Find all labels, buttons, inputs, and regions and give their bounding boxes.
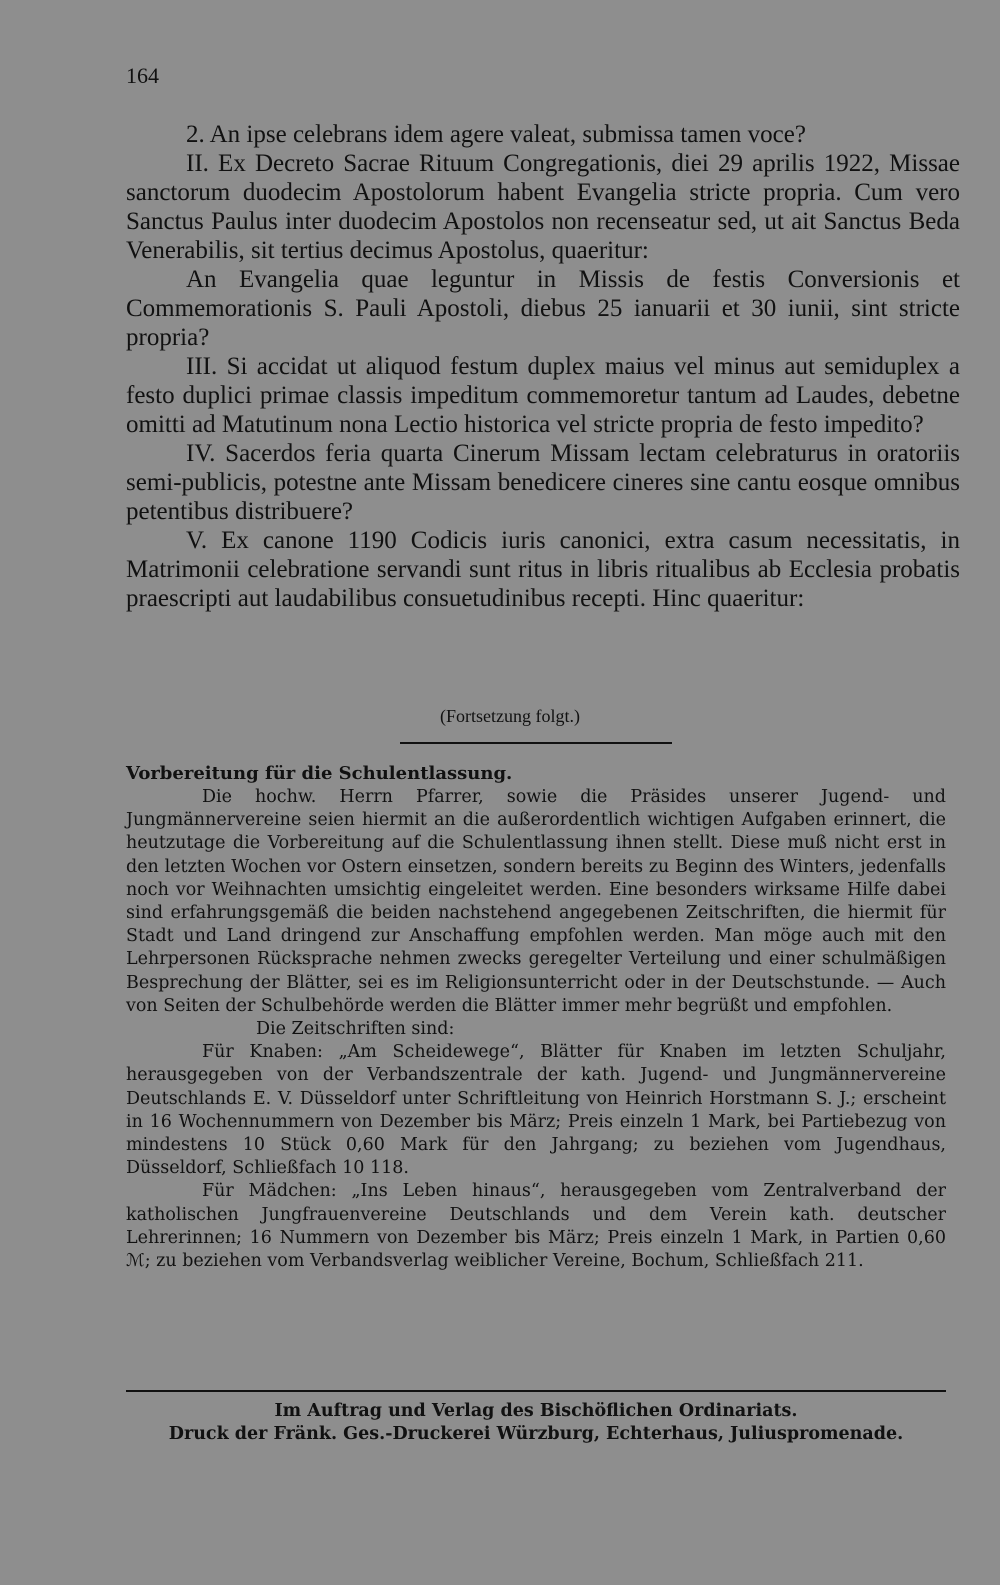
imprint-line: Druck der Fränk. Ges.-Druckerei Würzburg, Echterhaus, Juliuspromenade. [168, 1424, 904, 1444]
imprint-line: Im Auftrag und Verlag des Bischöflichen Ordinariats. [274, 1401, 798, 1421]
latin-paragraph: 2. An ipse celebrans idem agere valeat, submissa tamen voce? [186, 121, 806, 148]
german-article [126, 762, 946, 1273]
continuation-note: (Fortsetzung folgt.) [440, 706, 580, 726]
latin-paragraph: II. Ex Decreto Sacrae Rituum Congregationis, diei 29 aprilis 1922, Missae sanctorum duodecim Apostolorum habent Evangelia stricte propria. Cum vero Sanctus Paulus inter duodecim Apostolos non recenseatur sed, ut ait Sanctus Beda Venerabilis, sit tertius decimus Apostolus, quaeritur: [126, 150, 960, 264]
footer-divider [126, 1390, 946, 1392]
imprint [126, 1400, 946, 1446]
latin-paragraph: III. Si accidat ut aliquod festum duplex maius vel minus aut semiduplex a festo duplici primae classis impeditum commemoretur tantum ad Laudes, debetne omitti ad Matutinum nona Lectio historica vel stricte propria de festo impedito? [126, 353, 960, 438]
article-heading: Vorbereitung für die Schulentlassung. [126, 763, 513, 784]
article-paragraph: Für Knaben: „Am Scheidewege“, Blätter für Knaben im letzten Schuljahr, herausgegeben von der Verbandszentrale der kath. Jugend- und Jungmännervereine Deutschlands E. V. Düsseldorf unter Schriftleitung von Heinrich Horstmann S. J.; erscheint in 16 Wochennummern von Dezember bis März; Preis einzeln 1 Mark, bei Partiebezug von mindestens 10 Stück 0,60 Mark für den Jahrgang; zu beziehen vom Jugendhaus, Düsseldorf, Schließfach 10 118. [126, 1042, 946, 1179]
latin-questions-section [126, 120, 960, 613]
latin-paragraph: V. Ex canone 1190 Codicis iuris canonici, extra casum necessitatis, in Matrimonii celebratione servandi sunt ritus in libris ritualibus ab Ecclesia probatis praescripti aut laudabilibus consuetudinibus recepti. Hinc quaeritur: [126, 527, 960, 612]
section-divider [400, 742, 672, 744]
article-paragraph: Für Mädchen: „Ins Leben hinaus“, herausgegeben vom Zentralverband der katholischen Jungfrauenvereine Deutschlands und dem Verein kath. deutscher Lehrerinnen; 16 Nummern von Dezember bis März; Preis einzeln 1 Mark, in Partien 0,60 ℳ; zu beziehen vom Verbandsverlag weiblicher Vereine, Bochum, Schließfach 211. [126, 1181, 946, 1272]
latin-paragraph: An Evangelia quae leguntur in Missis de festis Conversionis et Commemorationis S. Pauli Apostoli, diebus 25 ianuarii et 30 iunii, sint stricte propria? [126, 266, 960, 351]
article-paragraph: Die Zeitschriften sind: [256, 1019, 455, 1040]
article-paragraph: Die hochw. Herrn Pfarrer, sowie die Präsides unserer Jugend- und Jungmännervereine seien hiermit an die außerordentlich wichtigen Aufgaben erinnert, die heutzutage die Vorbereitung auf die Schulentlassung ihnen stellt. Diese muß nicht erst in den letzten Wochen vor Ostern einsetzen, sondern bereits zu Beginn des Winters, jedenfalls noch vor Weihnachten umsichtig eingeleitet werden. Eine besonders wirksame Hilfe dabei sind erfahrungsgemäß die beiden nachstehend angegebenen Zeitschriften, die hiermit für Stadt und Land dringend zur Anschaffung empfohlen werden. Man möge auch mit den Lehrpersonen Rücksprache nehmen zwecks geregelter Verteilung und einer schulmäßigen Besprechung der Blätter, sei es im Religionsunterricht oder in der Deutschstunde. — Auch von Seiten der Schulbehörde werden die Blätter immer mehr begrüßt und empfohlen. [126, 787, 946, 1016]
latin-paragraph: IV. Sacerdos feria quarta Cinerum Missam lectam celebraturus in oratoriis semi-publicis, potestne ante Missam benedicere cineres sine cantu eosque omnibus petentibus distribuere? [126, 440, 960, 525]
page-number: 164 [126, 63, 159, 88]
